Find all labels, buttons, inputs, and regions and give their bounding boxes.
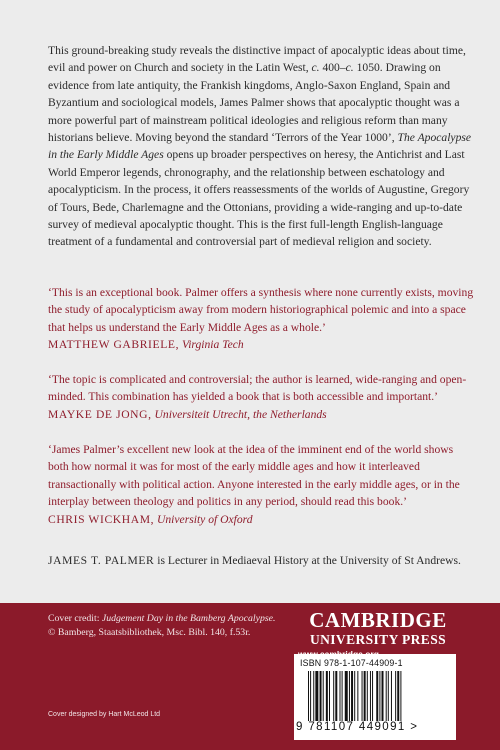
isbn-barcode-box <box>294 654 456 740</box>
book-title-italic: The Apocalypse in the Early Middle Ages <box>48 131 472 162</box>
publisher-logo: CAMBRIDGE UNIVERSITY PRESS <box>292 608 464 660</box>
reviewer-name: CHRIS WICKHAM, <box>48 512 155 526</box>
cover-credit: Cover credit: Judgement Day in the Bamberg Apocalypse. © Bamberg, Staatsbibliothek, Msc. Bibl. 140, f.53r. <box>48 613 276 638</box>
author-bio: JAMES T. PALMER is Lecturer in Mediaeval History at the University of St Andrews. <box>48 554 461 567</box>
reviewer-name: MAYKE DE JONG, <box>48 407 152 421</box>
review-quote-1: ‘This is an exceptional book. Palmer offers a synthesis where none currently exists, moving the study of apocalypticism away from modern historiographical polemic and into a space that helps us understand the Early Middle Ages as a whole.’ MATTHEW GABRIELE, Virginia Tech <box>48 286 474 352</box>
reviewer-institution: University of Oxford <box>157 512 253 526</box>
review-quote-2: ‘The topic is complicated and controversial; the author is learned, wide-ranging and open-minded. This combination has yielded a book that is both accessible and important.’ MAYKE DE JONG, Universiteit Utrecht, the Netherlands <box>48 373 467 421</box>
review-quote-3: ‘James Palmer’s excellent new look at the idea of the imminent end of the world shows both how normal it was for most of the early middle ages and how it interleaved transactionally with political action. Anyone interested in the early middle ages, or in the interplay between theology and politics in any period, should read this book.’ CHRIS WICKHAM, University of Oxford <box>48 443 460 526</box>
reviewer-institution: Universiteit Utrecht, the Netherlands <box>154 407 327 421</box>
book-description: This ground-breaking study reveals the distinctive impact of apocalyptic ideas about time, evil and power on Church and society in the Latin West, c. 400–c. 1050. Drawing on evidence from late antiquity, the Frankish kingdoms, Anglo-Saxon England, Spain and Byzantium and sociological models, James Palmer shows that apocalyptic thought was a more powerful part of mainstream political ideologies and religious reform than many historians believe. Moving beyond the standard ‘Terrors of the Year 1000’, The Apocalypse in the Early Middle Ages opens up broader perspectives on heresy, the Antichrist and Last World Emperor legends, chronography, and the relationship between eschatology and apocalypticism. In the process, it offers reassessments of the worlds of Augustine, Gregory of Tours, Bede, Charlemagne and the Ottonians, providing a wide-ranging and up-to-date survey of medieval apocalyptic thought. This is the first full-length English-language treatment of a fundamental and controversial part of medieval religion and society. <box>48 44 472 249</box>
barcode-digits: 9 781107 449091 > <box>296 721 419 733</box>
cover-designer: Cover designed by Hart McLeod Ltd <box>48 711 161 718</box>
isbn-label: ISBN 978-1-107-44909-1 <box>300 658 403 668</box>
reviewer-institution: Virginia Tech <box>181 338 244 352</box>
reviewer-name: MATTHEW GABRIELE, <box>48 338 180 352</box>
barcode-icon <box>308 671 448 721</box>
